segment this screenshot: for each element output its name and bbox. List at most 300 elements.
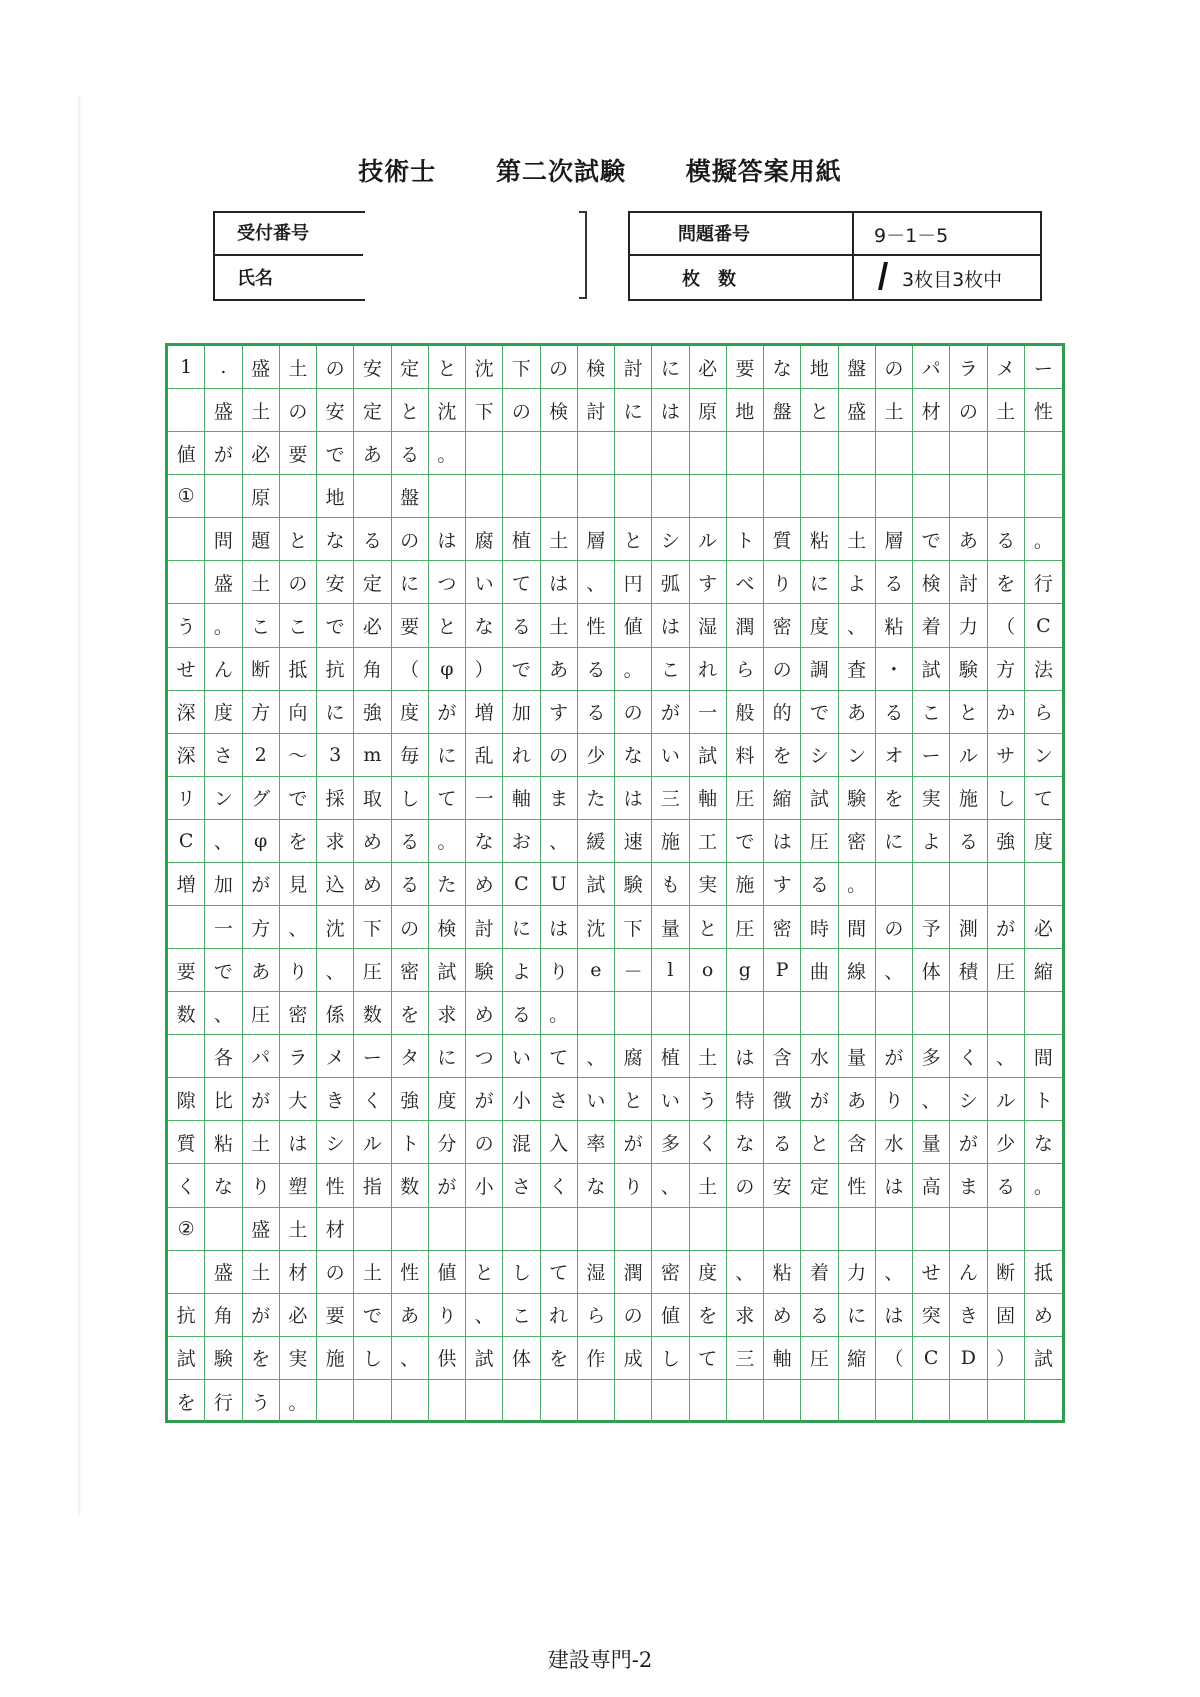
grid-cell: る: [392, 432, 429, 475]
grid-cell: .: [205, 346, 242, 389]
grid-cell: l: [652, 949, 689, 992]
grid-cell: を: [280, 820, 317, 863]
grid-cell: ・: [876, 648, 913, 691]
grid-cell: 密: [652, 1251, 689, 1294]
grid-cell: 粘: [801, 518, 838, 561]
grid-cell: 量: [839, 1035, 876, 1078]
grid-cell: 一: [205, 906, 242, 949]
grid-cell: ル: [690, 518, 727, 561]
grid-cell: [615, 475, 652, 518]
grid-cell: の: [615, 691, 652, 734]
grid-cell: ①: [168, 475, 205, 518]
grid-cell: [801, 475, 838, 518]
grid-cell: の: [392, 906, 429, 949]
grid-cell: 土: [243, 1121, 280, 1164]
grid-cell: [950, 992, 987, 1035]
grid-cell: 植: [503, 518, 540, 561]
grid-cell: [466, 475, 503, 518]
grid-cell: く: [950, 1035, 987, 1078]
grid-cell: 粘: [876, 604, 913, 647]
grid-cell: と: [950, 691, 987, 734]
grid-cell: e: [578, 949, 615, 992]
grid-cell: 、: [876, 949, 913, 992]
grid-cell: 少: [578, 734, 615, 777]
grid-cell: を: [764, 734, 801, 777]
grid-cell: す: [541, 691, 578, 734]
grid-cell: か: [988, 691, 1025, 734]
grid-cell: [950, 1208, 987, 1251]
grid-cell: あ: [354, 432, 391, 475]
grid-cell: 要: [168, 949, 205, 992]
grid-cell: 分: [429, 1121, 466, 1164]
grid-cell: 地: [727, 389, 764, 432]
grid-cell: 値: [652, 1294, 689, 1337]
grid-cell: て: [503, 561, 540, 604]
grid-cell: [429, 1208, 466, 1251]
grid-cell: [913, 432, 950, 475]
grid-cell: ）: [466, 648, 503, 691]
grid-cell: 、: [317, 949, 354, 992]
grid-cell: 下: [503, 346, 540, 389]
grid-cell: 込: [317, 863, 354, 906]
grid-cell: [876, 992, 913, 1035]
grid-cell: 抵: [1025, 1251, 1062, 1294]
grid-cell: [354, 1208, 391, 1251]
grid-cell: g: [727, 949, 764, 992]
grid-cell: 査: [839, 648, 876, 691]
grid-cell: で: [280, 777, 317, 820]
grid-cell: 深: [168, 691, 205, 734]
grid-cell: ー: [913, 734, 950, 777]
grid-cell: さ: [503, 1164, 540, 1207]
grid-cell: 度: [392, 691, 429, 734]
grid-cell: [168, 906, 205, 949]
grid-cell: 数: [168, 992, 205, 1035]
grid-cell: 一: [466, 777, 503, 820]
grid-cell: [801, 432, 838, 475]
grid-cell: 深: [168, 734, 205, 777]
grid-cell: な: [578, 1164, 615, 1207]
grid-cell: [839, 992, 876, 1035]
grid-cell: 実: [690, 863, 727, 906]
grid-cell: 試: [1025, 1337, 1062, 1380]
grid-cell: [168, 561, 205, 604]
grid-cell: め: [466, 992, 503, 1035]
grid-cell: 盛: [205, 561, 242, 604]
grid-cell: あ: [392, 1294, 429, 1337]
grid-cell: 的: [764, 691, 801, 734]
grid-cell: 検: [578, 346, 615, 389]
grid-cell: よ: [839, 561, 876, 604]
grid-cell: る: [988, 518, 1025, 561]
grid-cell: 軸: [690, 777, 727, 820]
grid-cell: つ: [466, 1035, 503, 1078]
grid-cell: よ: [913, 820, 950, 863]
grid-cell: 必: [243, 432, 280, 475]
grid-cell: 試: [913, 648, 950, 691]
grid-cell: の: [317, 1251, 354, 1294]
grid-cell: [764, 992, 801, 1035]
grid-cell: に: [839, 1294, 876, 1337]
grid-cell: 土: [243, 1251, 280, 1294]
grid-cell: 討: [615, 346, 652, 389]
grid-cell: が: [243, 863, 280, 906]
grid-cell: る: [950, 820, 987, 863]
grid-cell: 隙: [168, 1078, 205, 1121]
grid-cell: 小: [466, 1164, 503, 1207]
grid-cell: 土: [243, 389, 280, 432]
grid-row: [168, 863, 1062, 906]
grid-cell: [280, 475, 317, 518]
grid-cell: 力: [950, 604, 987, 647]
grid-cell: 検: [429, 906, 466, 949]
grid-cell: き: [317, 1078, 354, 1121]
grid-cell: 強: [354, 691, 391, 734]
grid-row: [168, 1380, 1062, 1423]
grid-cell: は: [727, 1035, 764, 1078]
grid-cell: て: [429, 777, 466, 820]
grid-cell: 検: [913, 561, 950, 604]
grid-row: [168, 1078, 1062, 1121]
grid-cell: こ: [243, 604, 280, 647]
grid-row: [168, 1337, 1062, 1380]
grid-cell: が: [988, 906, 1025, 949]
grid-cell: 圧: [727, 777, 764, 820]
grid-cell: 値: [615, 604, 652, 647]
grid-cell: 土: [280, 346, 317, 389]
grid-cell: と: [429, 604, 466, 647]
grid-cell: る: [801, 863, 838, 906]
grid-cell: こ: [652, 648, 689, 691]
grid-cell: 安: [317, 561, 354, 604]
grid-cell: に: [429, 734, 466, 777]
grid-cell: U: [541, 863, 578, 906]
grid-cell: 試: [801, 777, 838, 820]
grid-cell: 速: [615, 820, 652, 863]
grid-cell: 、: [839, 604, 876, 647]
grid-cell: C: [503, 863, 540, 906]
grid-cell: 試: [690, 734, 727, 777]
grid-cell: 値: [168, 432, 205, 475]
grid-cell: 度: [429, 1078, 466, 1121]
grid-cell: 曲: [801, 949, 838, 992]
grid-cell: は: [541, 561, 578, 604]
grid-cell: が: [466, 1078, 503, 1121]
grid-cell: 。: [541, 992, 578, 1035]
grid-cell: [950, 863, 987, 906]
grid-cell: 実: [280, 1337, 317, 1380]
grid-cell: 軸: [503, 777, 540, 820]
grid-cell: 、: [578, 1035, 615, 1078]
grid-cell: 縮: [764, 777, 801, 820]
grid-cell: ん: [950, 1251, 987, 1294]
grid-cell: 。: [1025, 1164, 1062, 1207]
grid-cell: 性: [839, 1164, 876, 1207]
grid-row: [168, 1164, 1062, 1207]
grid-cell: パ: [243, 1035, 280, 1078]
grid-cell: 体: [913, 949, 950, 992]
grid-cell: [690, 432, 727, 475]
grid-cell: [578, 1380, 615, 1423]
grid-row: [168, 691, 1062, 734]
grid-cell: し: [503, 1251, 540, 1294]
grid-cell: 盤: [392, 475, 429, 518]
grid-cell: [913, 1380, 950, 1423]
grid-cell: 性: [317, 1164, 354, 1207]
grid-cell: 突: [913, 1294, 950, 1337]
grid-cell: ら: [1025, 691, 1062, 734]
grid-cell: 材: [317, 1208, 354, 1251]
grid-cell: ン: [839, 734, 876, 777]
grid-cell: φ: [243, 820, 280, 863]
grid-cell: o: [690, 949, 727, 992]
grid-cell: れ: [690, 648, 727, 691]
grid-cell: 三: [652, 777, 689, 820]
grid-cell: ト: [727, 518, 764, 561]
grid-cell: [727, 475, 764, 518]
grid-cell: [652, 475, 689, 518]
grid-cell: [392, 1208, 429, 1251]
grid-cell: し: [988, 777, 1025, 820]
grid-cell: と: [429, 346, 466, 389]
grid-cell: 試: [466, 1337, 503, 1380]
grid-cell: に: [801, 561, 838, 604]
grid-cell: 原: [243, 475, 280, 518]
grid-cell: 特: [727, 1078, 764, 1121]
grid-cell: 安: [764, 1164, 801, 1207]
grid-cell: [839, 1380, 876, 1423]
grid-cell: り: [764, 561, 801, 604]
grid-cell: 密: [764, 604, 801, 647]
grid-cell: う: [168, 604, 205, 647]
grid-cell: C: [1025, 604, 1062, 647]
grid-cell: 験: [466, 949, 503, 992]
grid-cell: 定: [392, 346, 429, 389]
grid-cell: [764, 432, 801, 475]
grid-cell: な: [1025, 1121, 1062, 1164]
grid-cell: め: [354, 820, 391, 863]
grid-cell: 測: [950, 906, 987, 949]
grid-cell: リ: [168, 777, 205, 820]
grid-cell: た: [429, 863, 466, 906]
grid-cell: 含: [839, 1121, 876, 1164]
grid-cell: [727, 992, 764, 1035]
grid-cell: メ: [317, 1035, 354, 1078]
grid-row: [168, 604, 1062, 647]
grid-cell: 下: [354, 906, 391, 949]
grid-cell: 間: [1025, 1035, 1062, 1078]
grid-cell: [429, 1380, 466, 1423]
grid-cell: 土: [690, 1164, 727, 1207]
grid-cell: 要: [392, 604, 429, 647]
grid-row: [168, 432, 1062, 475]
grid-cell: る: [988, 1164, 1025, 1207]
grid-cell: で: [354, 1294, 391, 1337]
grid-cell: の: [615, 1294, 652, 1337]
grid-cell: い: [578, 1078, 615, 1121]
grid-cell: せ: [913, 1251, 950, 1294]
grid-cell: φ: [429, 648, 466, 691]
grid-cell: 力: [839, 1251, 876, 1294]
grid-cell: 定: [354, 561, 391, 604]
grid-cell: の: [466, 1121, 503, 1164]
grid-cell: の: [280, 561, 317, 604]
grid-cell: な: [466, 820, 503, 863]
grid-cell: 沈: [429, 389, 466, 432]
grid-cell: 乱: [466, 734, 503, 777]
grid-cell: 加: [205, 863, 242, 906]
grid-cell: つ: [429, 561, 466, 604]
scan-page-edge: [78, 95, 81, 1515]
grid-cell: 、: [466, 1294, 503, 1337]
grid-cell: [541, 1380, 578, 1423]
page-footer: 建設専門-2: [547, 1648, 653, 1672]
grid-cell: 。: [615, 648, 652, 691]
grid-cell: [690, 1380, 727, 1423]
grid-cell: 盛: [205, 1251, 242, 1294]
grid-cell: 縮: [839, 1337, 876, 1380]
grid-cell: （: [988, 604, 1025, 647]
grid-cell: [876, 1380, 913, 1423]
grid-cell: 着: [913, 604, 950, 647]
grid-cell: [950, 475, 987, 518]
grid-cell: [578, 1208, 615, 1251]
grid-cell: 密: [764, 906, 801, 949]
grid-cell: 入: [541, 1121, 578, 1164]
grid-cell: 増: [168, 863, 205, 906]
grid-cell: 方: [243, 691, 280, 734]
grid-cell: と: [801, 389, 838, 432]
grid-cell: 断: [243, 648, 280, 691]
grid-cell: [839, 475, 876, 518]
grid-cell: で: [205, 949, 242, 992]
grid-cell: オ: [876, 734, 913, 777]
grid-cell: る: [876, 561, 913, 604]
grid-cell: 密: [392, 949, 429, 992]
title-part-3: 模擬答案用紙: [685, 157, 842, 186]
grid-cell: 験: [205, 1337, 242, 1380]
grid-cell: [578, 992, 615, 1035]
grid-cell: 圧: [727, 906, 764, 949]
grid-cell: 下: [466, 389, 503, 432]
grid-cell: 3: [317, 734, 354, 777]
grid-cell: り: [280, 949, 317, 992]
grid-cell: 軸: [764, 1337, 801, 1380]
grid-cell: な: [727, 1121, 764, 1164]
grid-row: [168, 1208, 1062, 1251]
grid-cell: い: [652, 1078, 689, 1121]
grid-cell: [727, 1380, 764, 1423]
grid-cell: あ: [243, 949, 280, 992]
grid-cell: 実: [913, 777, 950, 820]
reception-number-label: 受付番号: [237, 223, 309, 244]
grid-cell: で: [317, 432, 354, 475]
grid-cell: べ: [727, 561, 764, 604]
grid-cell: 質: [168, 1121, 205, 1164]
grid-cell: 圧: [243, 992, 280, 1035]
grid-cell: シ: [950, 1078, 987, 1121]
grid-row: [168, 820, 1062, 863]
grid-cell: [876, 475, 913, 518]
grid-cell: 土: [876, 389, 913, 432]
grid-cell: 般: [727, 691, 764, 734]
grid-cell: 題: [243, 518, 280, 561]
grid-cell: ラ: [280, 1035, 317, 1078]
grid-cell: を: [876, 777, 913, 820]
grid-cell: で: [317, 604, 354, 647]
grid-cell: [615, 1380, 652, 1423]
grid-cell: パ: [913, 346, 950, 389]
grid-cell: 必: [690, 346, 727, 389]
grid-cell: め: [764, 1294, 801, 1337]
grid-cell: る: [764, 1121, 801, 1164]
grid-cell: こ: [280, 604, 317, 647]
grid-cell: 工: [690, 820, 727, 863]
grid-cell: 圧: [988, 949, 1025, 992]
grid-cell: 2: [243, 734, 280, 777]
grid-cell: の: [876, 346, 913, 389]
grid-cell: [727, 1208, 764, 1251]
grid-cell: [950, 1380, 987, 1423]
grid-cell: [839, 432, 876, 475]
grid-cell: 三: [727, 1337, 764, 1380]
grid-cell: に: [652, 346, 689, 389]
grid-cell: （: [392, 648, 429, 691]
grid-cell: [988, 432, 1025, 475]
grid-cell: が: [876, 1035, 913, 1078]
grid-cell: [615, 432, 652, 475]
grid-cell: 地: [317, 475, 354, 518]
grid-cell: グ: [243, 777, 280, 820]
grid-cell: 体: [503, 1337, 540, 1380]
grid-cell: ル: [988, 1078, 1025, 1121]
grid-cell: で: [801, 691, 838, 734]
grid-cell: ら: [578, 1294, 615, 1337]
grid-cell: 沈: [317, 906, 354, 949]
grid-cell: て: [541, 1035, 578, 1078]
grid-cell: が: [243, 1294, 280, 1337]
grid-cell: 層: [578, 518, 615, 561]
grid-cell: m: [354, 734, 391, 777]
grid-cell: 圧: [801, 820, 838, 863]
grid-cell: [988, 863, 1025, 906]
grid-cell: に: [429, 1035, 466, 1078]
grid-cell: く: [354, 1078, 391, 1121]
grid-cell: 必: [280, 1294, 317, 1337]
grid-cell: 要: [280, 432, 317, 475]
grid-cell: [727, 432, 764, 475]
grid-cell: [503, 1380, 540, 1423]
grid-cell: と: [615, 518, 652, 561]
grid-cell: メ: [988, 346, 1025, 389]
grid-cell: 水: [876, 1121, 913, 1164]
grid-cell: 。: [429, 820, 466, 863]
name-label: 氏名: [237, 268, 273, 289]
grid-cell: の: [280, 389, 317, 432]
grid-cell: [913, 863, 950, 906]
grid-cell: 下: [615, 906, 652, 949]
grid-cell: [652, 432, 689, 475]
grid-cell: に: [317, 691, 354, 734]
grid-cell: 施: [950, 777, 987, 820]
grid-cell: の: [503, 389, 540, 432]
grid-cell: [168, 518, 205, 561]
grid-cell: [652, 992, 689, 1035]
grid-cell: 試: [429, 949, 466, 992]
grid-cell: が: [652, 691, 689, 734]
grid-cell: の: [541, 734, 578, 777]
grid-cell: 腐: [615, 1035, 652, 1078]
